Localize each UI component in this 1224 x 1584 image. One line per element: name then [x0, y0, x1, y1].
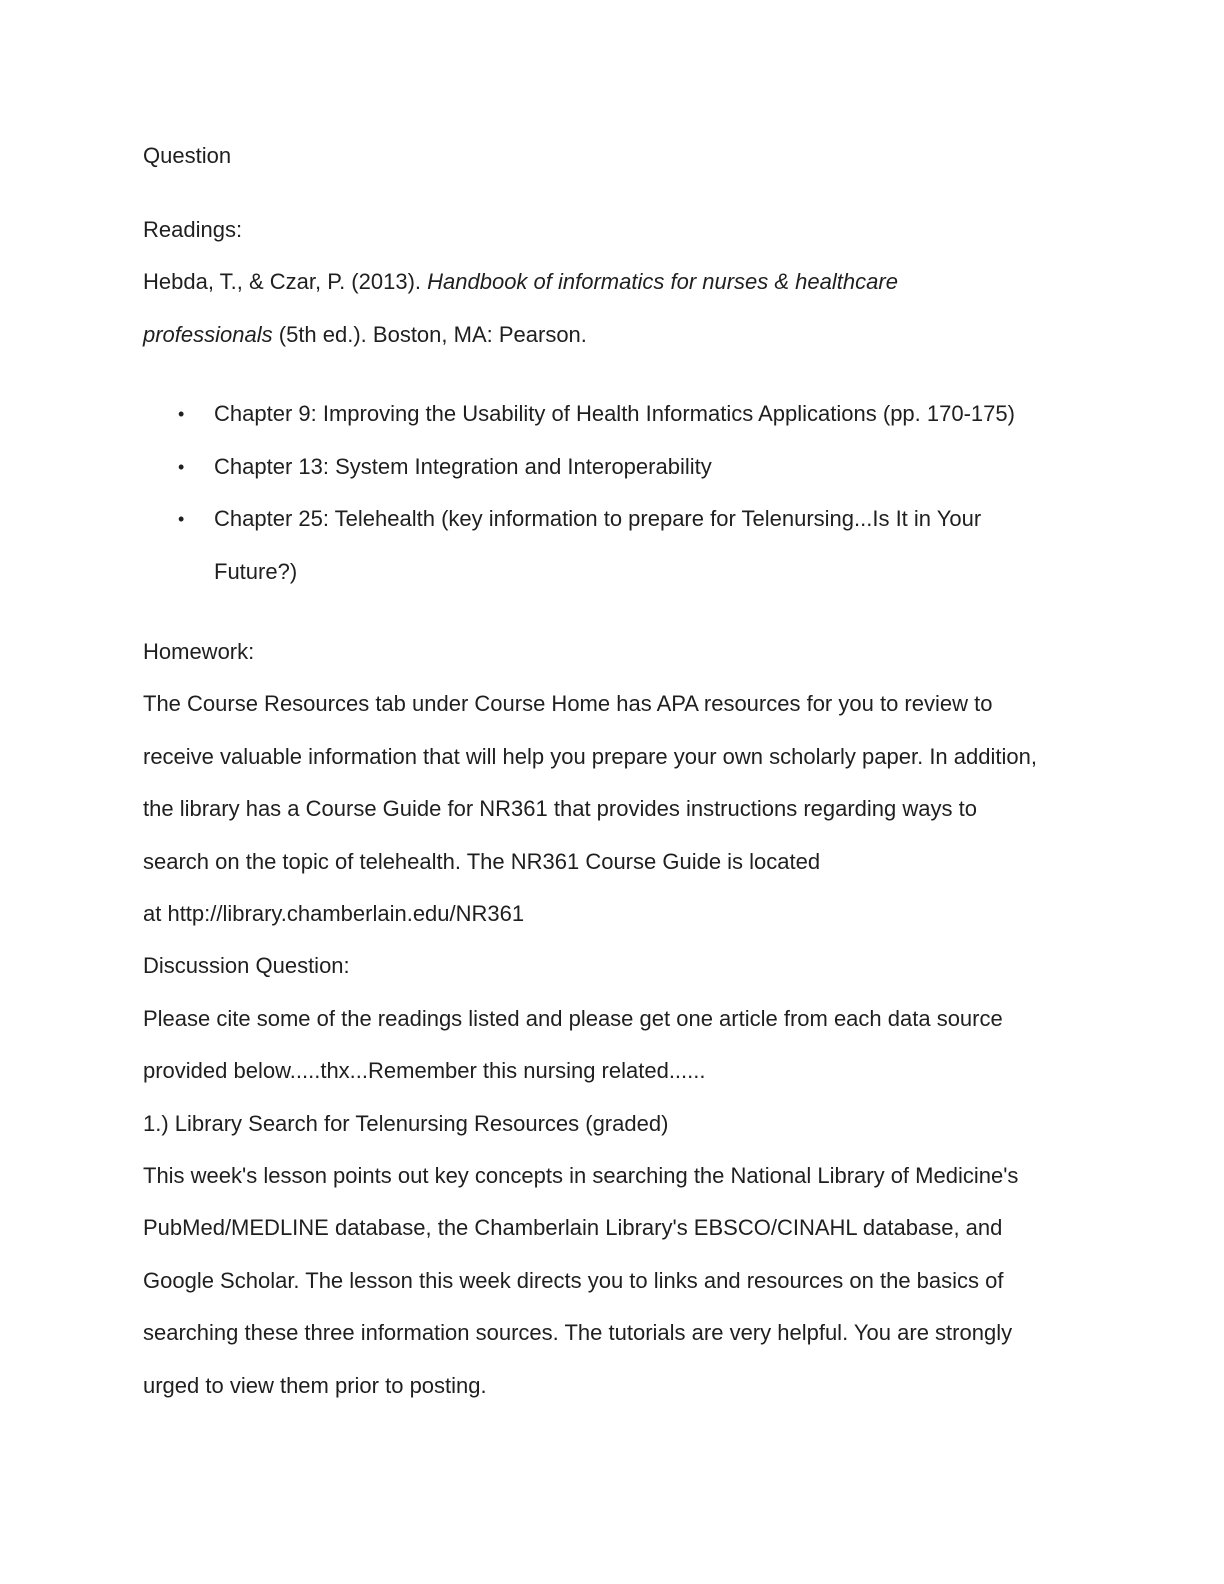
- homework-line: at http://library.chamberlain.edu/NR361: [143, 901, 525, 926]
- discussion-label: Discussion Question:: [143, 953, 350, 978]
- chapter-text: Future?): [214, 559, 298, 584]
- citation-title-part1: Handbook of informatics for nurses & healthcare: [427, 269, 898, 294]
- document-heading: Question: [143, 143, 232, 168]
- bullet-icon: •: [178, 457, 185, 477]
- chapter-text: Chapter 13: System Integration and Interoperability: [214, 454, 712, 479]
- citation-line-2: [143, 309, 587, 362]
- chapter-text: Chapter 25: Telehealth (key information to prepare for Telenursing...Is It in Your: [214, 506, 982, 531]
- item1-title: 1.) Library Search for Telenursing Resources (graded): [143, 1111, 669, 1136]
- discussion-line: Please cite some of the readings listed and please get one article from each data source: [143, 1006, 1003, 1031]
- item1-line: urged to view them prior to posting.: [143, 1373, 487, 1398]
- item1-line: searching these three information sources. The tutorials are very helpful. You are strongly: [143, 1320, 1013, 1345]
- item1-line: PubMed/MEDLINE database, the Chamberlain Library's EBSCO/CINAHL database, and: [143, 1215, 1003, 1240]
- item1-line: Google Scholar. The lesson this week directs you to links and resources on the basics of: [143, 1268, 1004, 1293]
- homework-line: the library has a Course Guide for NR361 that provides instructions regarding ways to: [143, 796, 977, 821]
- homework-line: search on the topic of telehealth. The NR361 Course Guide is located: [143, 849, 821, 874]
- discussion-line: provided below.....thx...Remember this nursing related......: [143, 1058, 706, 1083]
- homework-line: receive valuable information that will help you prepare your own scholarly paper. In addition,: [143, 744, 1037, 769]
- citation-title-part2: professionals: [143, 322, 273, 347]
- homework-line: The Course Resources tab under Course Home has APA resources for you to review to: [143, 691, 993, 716]
- citation-authors: Hebda, T., & Czar, P. (2013).: [143, 269, 428, 294]
- chapter-text: Chapter 9: Improving the Usability of Health Informatics Applications (pp. 170-175): [214, 401, 1015, 426]
- item1-line: This week's lesson points out key concepts in searching the National Library of Medicine's: [143, 1163, 1019, 1188]
- homework-label: Homework:: [143, 639, 255, 664]
- bullet-icon: •: [178, 509, 185, 529]
- bullet-icon: •: [178, 404, 185, 424]
- citation-rest: (5th ed.). Boston, MA: Pearson.: [272, 322, 587, 347]
- citation-line-1: [143, 256, 898, 309]
- readings-label: Readings:: [143, 217, 243, 242]
